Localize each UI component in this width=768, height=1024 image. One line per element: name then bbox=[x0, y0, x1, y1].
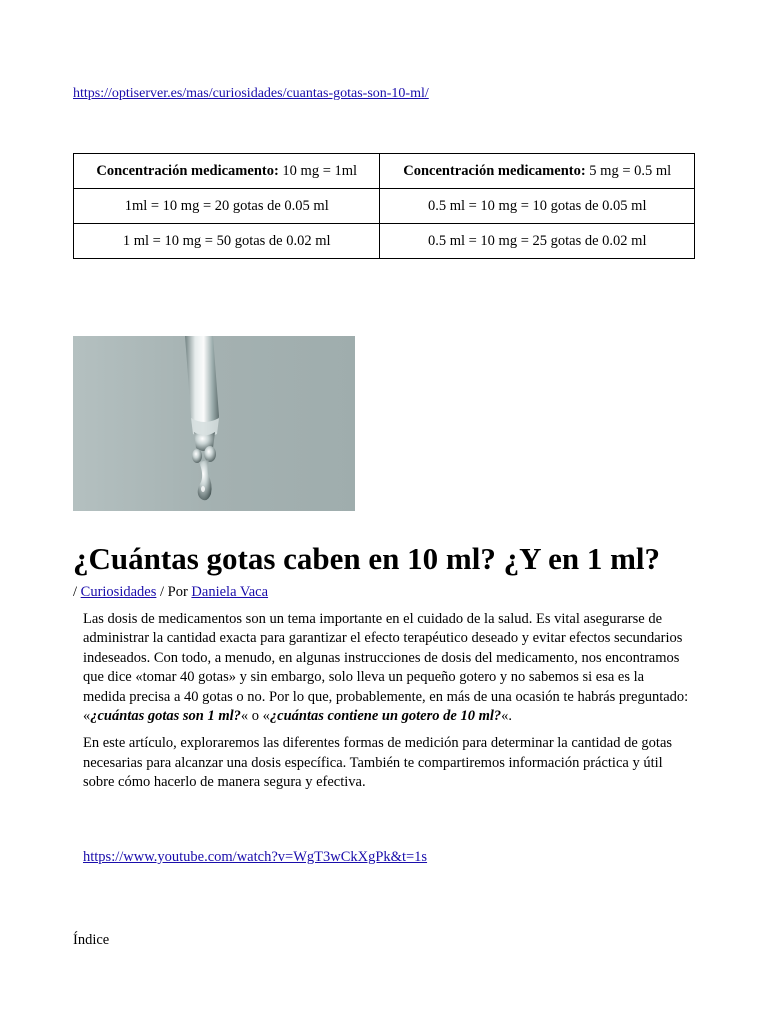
source-link[interactable]: https://optiserver.es/mas/curiosidades/cuantas-gotas-son-10-ml/ bbox=[73, 86, 429, 101]
article-title: ¿Cuántas gotas caben en 10 ml? ¿Y en 1 ml? bbox=[73, 541, 661, 576]
table-cell: 1 ml = 10 mg = 50 gotas de 0.02 ml bbox=[74, 224, 380, 259]
question-separator: « o « bbox=[240, 708, 270, 725]
question-two: ¿cuántas contiene un gotero de 10 ml? bbox=[269, 708, 502, 725]
table-row bbox=[74, 189, 695, 224]
intro-paragraph bbox=[83, 610, 689, 726]
header-value: 5 mg = 0.5 ml bbox=[585, 162, 672, 179]
table-header-cell bbox=[74, 154, 380, 189]
intro-end: «. bbox=[501, 708, 513, 725]
dropper-image bbox=[73, 336, 355, 511]
category-link[interactable]: Curiosidades bbox=[80, 584, 157, 600]
author-link[interactable]: Daniela Vaca bbox=[191, 584, 269, 600]
table-cell: 1ml = 10 mg = 20 gotas de 0.05 ml bbox=[74, 189, 380, 224]
table-row bbox=[74, 224, 695, 259]
post-meta bbox=[73, 584, 268, 601]
second-paragraph: En este artículo, exploraremos las diferentes formas de medición para determinar la cantidad de gotas necesarias para alcanzar una dosis específica. También te compartiremos información práctica y útil sobre cómo hacerlo de manera segura y efectiva. bbox=[83, 735, 673, 791]
intro-text: Las dosis de medicamentos son un tema importante en el cuidado de la salud. Es vital asegurarse de administrar la cantidad exacta para garantizar el efecto terapéutico deseado y evitar efectos secundarios indeseados. Con todo, a menudo, en algunas instrucciones de dosis del medicamento, nos encontramos que dice «tomar 40 gotas» y sin embargo, solo lleva un pequeño gotero y no sabemos si esa es la medida precisa a 40 gotas o no. Por lo que, probablemente, en más de una ocasión te habrás preguntado: « bbox=[83, 611, 689, 725]
question-one: ¿cuántas gotas son 1 ml? bbox=[90, 708, 241, 725]
table-cell: 0.5 ml = 10 mg = 25 gotas de 0.02 ml bbox=[380, 224, 695, 259]
meta-by-label: / Por bbox=[156, 584, 192, 600]
youtube-link[interactable]: https://www.youtube.com/watch?v=WgT3wCkXgPk&t=1s bbox=[83, 849, 428, 865]
index-heading: Índice bbox=[73, 932, 110, 948]
dosage-table bbox=[73, 153, 695, 259]
table-header-row bbox=[74, 154, 695, 189]
meta-separator: / bbox=[73, 584, 81, 600]
table-header-cell bbox=[380, 154, 695, 189]
article-body bbox=[83, 610, 689, 801]
table-cell: 0.5 ml = 10 mg = 10 gotas de 0.05 ml bbox=[380, 189, 695, 224]
header-label: Concentración medicamento: bbox=[403, 162, 586, 179]
header-label: Concentración medicamento: bbox=[96, 162, 279, 179]
header-value: 10 mg = 1ml bbox=[278, 162, 358, 179]
